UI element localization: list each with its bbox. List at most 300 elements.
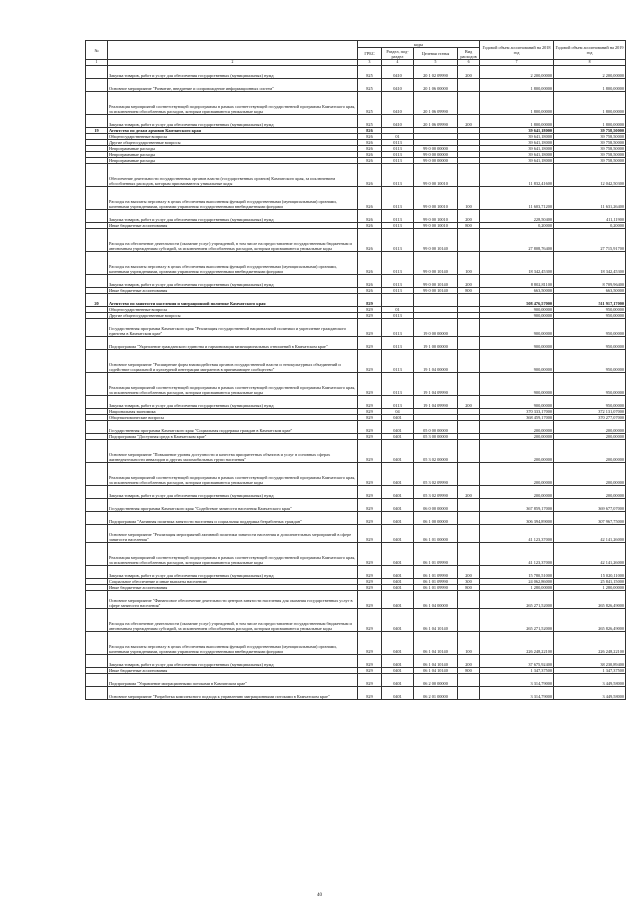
- row-name: Национальная экономика: [108, 409, 358, 415]
- row-target: 05 3 02 09990: [414, 463, 458, 486]
- row-vid: [458, 350, 480, 373]
- row-razdel: 0401: [382, 543, 414, 566]
- row-name: Закупка товаров, работ и услуг для обеспечения государственных (муниципальных) нужд: [108, 486, 358, 499]
- row-vid: 100: [458, 252, 480, 275]
- row-name: Социальное обеспечение и иные выплаты населению: [108, 579, 358, 585]
- row-num: [86, 115, 108, 128]
- row-razdel: 0113: [382, 164, 414, 187]
- row-razdel: 0401: [382, 566, 414, 579]
- row-razdel: 0113: [382, 313, 414, 319]
- row-grbs: 829: [358, 463, 382, 486]
- row-value-2019: 25 841,15000: [554, 579, 626, 585]
- row-value-2019: 12 042,50300: [554, 164, 626, 187]
- table-row: [86, 512, 626, 525]
- row-value-2019: 39 758,50000: [554, 128, 626, 134]
- row-razdel: 0401: [382, 486, 414, 499]
- row-value-2019: 200,00000: [554, 434, 626, 440]
- row-num: [86, 252, 108, 275]
- row-value-2019: 27 715,91700: [554, 229, 626, 252]
- row-grbs: 826: [358, 140, 382, 146]
- row-vid: 100: [458, 632, 480, 655]
- row-value-2018: 3 314,79000: [480, 687, 554, 700]
- row-grbs: 829: [358, 313, 382, 319]
- row-razdel: 0113: [382, 319, 414, 337]
- row-target: 99 0 00 10010: [414, 187, 458, 210]
- header-target: Целевая статья: [414, 48, 458, 60]
- row-target: 99 0 00 10140: [414, 252, 458, 275]
- row-vid: 800: [458, 223, 480, 229]
- row-value-2018: 41 123,37000: [480, 543, 554, 566]
- row-name: Иные бюджетные ассигнования: [108, 668, 358, 674]
- row-value-2018: 15 780,51000: [480, 566, 554, 579]
- row-name: Подпрограмма "Доступная среда в Камчатском крае": [108, 434, 358, 440]
- row-name: Закупка товаров, работ и услуг для обеспечения государственных (муниципальных) нужд: [108, 275, 358, 288]
- row-num: [86, 499, 108, 512]
- row-name: Государственная программа Камчатского края "Реализация государственной национальной политики и укрепление гражданского единства в Камчатском крае": [108, 319, 358, 337]
- row-vid: 200: [458, 210, 480, 223]
- row-value-2018: 1 800,00000: [480, 92, 554, 115]
- row-target: 06 1 01 09990: [414, 543, 458, 566]
- header-num: №: [86, 41, 108, 60]
- row-target: 99 0 00 00000: [414, 146, 458, 152]
- row-razdel: 0113: [382, 350, 414, 373]
- row-grbs: 829: [358, 440, 382, 463]
- row-target: 20 1 06 09990: [414, 115, 458, 128]
- row-value-2018: 3 314,79000: [480, 674, 554, 687]
- row-num: [86, 512, 108, 525]
- row-grbs: 829: [358, 668, 382, 674]
- row-num: [86, 421, 108, 434]
- row-value-2018: 900,00000: [480, 307, 554, 313]
- row-name: Закупка товаров, работ и услуг для обеспечения государственных (муниципальных) нужд: [108, 566, 358, 579]
- table-header: [86, 41, 626, 66]
- row-razdel: 0401: [382, 525, 414, 543]
- row-value-2018: 39 641,18000: [480, 158, 554, 164]
- table-row: [86, 92, 626, 115]
- row-vid: 800: [458, 288, 480, 294]
- row-num: 19: [86, 128, 108, 134]
- row-razdel: 0401: [382, 512, 414, 525]
- index-cell: 6: [458, 60, 480, 66]
- table-row: [86, 687, 626, 700]
- row-target: 06 1 04 10140: [414, 668, 458, 674]
- row-razdel: 0401: [382, 421, 414, 434]
- row-grbs: 825: [358, 92, 382, 115]
- row-target: 99 0 00 00000: [414, 158, 458, 164]
- row-vid: 200: [458, 275, 480, 288]
- row-value-2019: 950,00000: [554, 350, 626, 373]
- row-value-2019: 42 141,26000: [554, 543, 626, 566]
- row-num: [86, 566, 108, 579]
- row-target: 05 0 00 00000: [414, 421, 458, 434]
- row-grbs: 829: [358, 512, 382, 525]
- row-value-2019: 265 826,49000: [554, 591, 626, 609]
- row-num: [86, 350, 108, 373]
- row-razdel: 0113: [382, 275, 414, 288]
- row-value-2019: 39 758,50000: [554, 140, 626, 146]
- header-grbs: ГРБС: [358, 48, 382, 60]
- row-grbs: 829: [358, 434, 382, 440]
- row-razdel: 0401: [382, 499, 414, 512]
- row-value-2019: 663,50000: [554, 288, 626, 294]
- row-target: 06 1 01 09990: [414, 585, 458, 591]
- row-razdel: 0410: [382, 79, 414, 92]
- row-num: [86, 319, 108, 337]
- row-value-2019: 200,00000: [554, 440, 626, 463]
- row-razdel: 0401: [382, 415, 414, 421]
- row-vid: 200: [458, 66, 480, 79]
- row-razdel: 0401: [382, 687, 414, 700]
- row-name: Непрограммные расходы: [108, 152, 358, 158]
- row-value-2019: 226 248,22100: [554, 632, 626, 655]
- row-razdel: 0401: [382, 440, 414, 463]
- row-value-2018: 900,00000: [480, 313, 554, 319]
- row-target: 19 0 00 00000: [414, 319, 458, 337]
- row-vid: [458, 591, 480, 609]
- row-vid: [458, 512, 480, 525]
- row-vid: [458, 440, 480, 463]
- row-grbs: 826: [358, 275, 382, 288]
- row-grbs: 826: [358, 158, 382, 164]
- row-value-2018: 24 062,86000: [480, 579, 554, 585]
- row-grbs: 826: [358, 187, 382, 210]
- row-name: Государственная программа Камчатского края "Социальная поддержка граждан в Камчатском крае": [108, 421, 358, 434]
- row-grbs: 829: [358, 525, 382, 543]
- row-value-2018: 37 675,92400: [480, 655, 554, 668]
- row-grbs: 829: [358, 307, 382, 313]
- row-value-2018: 11 832,41600: [480, 164, 554, 187]
- page-number: 40: [317, 893, 322, 898]
- row-razdel: 0410: [382, 66, 414, 79]
- row-value-2018: 900,00000: [480, 396, 554, 409]
- table-row: [86, 294, 626, 307]
- row-value-2018: 900,00000: [480, 350, 554, 373]
- row-value-2018: 39 641,18000: [480, 140, 554, 146]
- row-value-2019: 11 631,26400: [554, 187, 626, 210]
- row-name: Общегосударственные вопросы: [108, 307, 358, 313]
- row-name: Агентство по занятости населения и миграционной политике Камчатского края: [108, 294, 358, 307]
- budget-table-page: [85, 40, 625, 700]
- table-row: [86, 566, 626, 579]
- row-vid: 200: [458, 396, 480, 409]
- row-grbs: 826: [358, 229, 382, 252]
- table-row: [86, 499, 626, 512]
- row-value-2018: 39 641,18000: [480, 152, 554, 158]
- row-value-2019: 950,00000: [554, 313, 626, 319]
- row-vid: 200: [458, 115, 480, 128]
- row-num: [86, 440, 108, 463]
- index-cell: 4: [382, 60, 414, 66]
- table-row: [86, 674, 626, 687]
- row-vid: [458, 164, 480, 187]
- row-value-2019: 18 342,45300: [554, 252, 626, 275]
- row-vid: [458, 319, 480, 337]
- row-razdel: 0401: [382, 579, 414, 585]
- row-razdel: 0113: [382, 337, 414, 350]
- row-target: 06 1 04 10140: [414, 655, 458, 668]
- row-grbs: 829: [358, 499, 382, 512]
- row-target: 06 1 01 09990: [414, 566, 458, 579]
- table-row: [86, 609, 626, 632]
- row-razdel: 0113: [382, 187, 414, 210]
- table-row: [86, 655, 626, 668]
- row-target: 99 0 00 10010: [414, 164, 458, 187]
- table-row: [86, 337, 626, 350]
- row-name: Основное мероприятие "Развитие, внедрение и сопровождение информационных систем": [108, 79, 358, 92]
- row-value-2018: 0,20000: [480, 223, 554, 229]
- row-name: Основное мероприятие "Финансовое обеспечение деятельности центров занятости населения для оказания государственных услуг в сфере занятости населения": [108, 591, 358, 609]
- table-row: [86, 187, 626, 210]
- row-value-2018: 370 333,17000: [480, 409, 554, 415]
- header-razdel: Раздел, под-раздел: [382, 48, 414, 60]
- row-name: Расходы на выплаты персоналу в целях обеспечения выполнения функций государственными (муниципальными) органами, казенными учреждениями, органами управления государственными внебюджетными фондами: [108, 252, 358, 275]
- row-num: [86, 396, 108, 409]
- row-name: Закупка товаров, работ и услуг для обеспечения государственных (муниципальных) нужд: [108, 210, 358, 223]
- budget-table: [85, 40, 626, 700]
- row-grbs: 829: [358, 566, 382, 579]
- row-vid: 200: [458, 486, 480, 499]
- row-vid: [458, 499, 480, 512]
- row-target: 06 0 00 00000: [414, 499, 458, 512]
- index-cell: 1: [86, 60, 108, 66]
- row-value-2019: 1 800,00000: [554, 79, 626, 92]
- row-razdel: 0401: [382, 609, 414, 632]
- row-razdel: 0113: [382, 288, 414, 294]
- row-num: [86, 609, 108, 632]
- row-value-2018: 900,00000: [480, 373, 554, 396]
- row-value-2018: 41 123,37000: [480, 525, 554, 543]
- row-grbs: 826: [358, 210, 382, 223]
- row-value-2018: 368 459,17000: [480, 415, 554, 421]
- row-value-2019: 1 347,37500: [554, 668, 626, 674]
- row-name: Расходы на обеспечение деятельности (оказание услуг) учреждений, в том числе на предоставление государственным бюджетным и автономным учреждениям субсидий, за исключением обособленных расходов, которым присваиваются уникальные коды: [108, 609, 358, 632]
- row-grbs: 829: [358, 609, 382, 632]
- row-name: Закупка товаров, работ и услуг для обеспечения государственных (муниципальных) нужд: [108, 66, 358, 79]
- row-vid: [458, 543, 480, 566]
- row-vid: [458, 294, 480, 307]
- row-grbs: 829: [358, 585, 382, 591]
- row-razdel: 04: [382, 409, 414, 415]
- row-razdel: 0113: [382, 223, 414, 229]
- row-grbs: 829: [358, 415, 382, 421]
- row-name: Основное мероприятие "Расширение форм взаимодействия органов государственной власти и этнокультурных объединений и содействие социальной и культурной интеграции мигрантов в принимающее сообщество": [108, 350, 358, 373]
- row-num: [86, 525, 108, 543]
- row-target: 05 3 02 00000: [414, 440, 458, 463]
- row-value-2018: 1 347,37500: [480, 668, 554, 674]
- row-grbs: 826: [358, 128, 382, 134]
- row-num: [86, 210, 108, 223]
- row-value-2018: 200,00000: [480, 440, 554, 463]
- row-value-2019: 42 141,26000: [554, 525, 626, 543]
- row-value-2019: 265 826,49000: [554, 609, 626, 632]
- row-razdel: 0401: [382, 668, 414, 674]
- row-grbs: 829: [358, 396, 382, 409]
- row-name: Общеэкономические вопросы: [108, 415, 358, 421]
- row-vid: 300: [458, 579, 480, 585]
- row-target: 20 1 06 00000: [414, 79, 458, 92]
- row-target: 20 1 02 09990: [414, 66, 458, 79]
- row-num: [86, 373, 108, 396]
- row-value-2019: 200,00000: [554, 421, 626, 434]
- row-value-2019: 411,11900: [554, 210, 626, 223]
- row-value-2018: 228,50400: [480, 210, 554, 223]
- index-cell: 5: [414, 60, 458, 66]
- row-grbs: 829: [358, 373, 382, 396]
- index-cell: 3: [358, 60, 382, 66]
- row-num: [86, 187, 108, 210]
- table-row: [86, 440, 626, 463]
- row-num: [86, 92, 108, 115]
- row-grbs: 826: [358, 223, 382, 229]
- row-vid: 200: [458, 655, 480, 668]
- row-name: Государственная программа Камчатского края "Содействие занятости населения Камчатского края": [108, 499, 358, 512]
- row-name: Подпрограмма "Управление миграционными потоками в Камчатском крае": [108, 674, 358, 687]
- row-razdel: 0401: [382, 591, 414, 609]
- row-grbs: 825: [358, 66, 382, 79]
- row-value-2019: 370 277,07000: [554, 415, 626, 421]
- row-target: 19 1 04 09990: [414, 396, 458, 409]
- row-name: Иные бюджетные ассигнования: [108, 585, 358, 591]
- row-grbs: 829: [358, 350, 382, 373]
- row-vid: 800: [458, 668, 480, 674]
- header-name: [108, 41, 358, 60]
- row-grbs: 829: [358, 591, 382, 609]
- row-vid: [458, 463, 480, 486]
- row-num: [86, 164, 108, 187]
- row-name: Непрограммные расходы: [108, 146, 358, 152]
- row-grbs: 829: [358, 337, 382, 350]
- row-grbs: 829: [358, 409, 382, 415]
- row-value-2019: 950,00000: [554, 319, 626, 337]
- row-num: [86, 229, 108, 252]
- row-target: 99 0 00 10140: [414, 229, 458, 252]
- row-value-2019: 950,00000: [554, 396, 626, 409]
- row-name: Иные бюджетные ассигнования: [108, 288, 358, 294]
- row-value-2018: 200,00000: [480, 463, 554, 486]
- table-row: [86, 66, 626, 79]
- table-row: [86, 164, 626, 187]
- row-num: [86, 463, 108, 486]
- row-grbs: 826: [358, 152, 382, 158]
- table-body: [86, 66, 626, 700]
- row-razdel: 0113: [382, 146, 414, 152]
- row-name: Закупка товаров, работ и услуг для обеспечения государственных (муниципальных) нужд: [108, 115, 358, 128]
- row-name: Закупка товаров, работ и услуг для обеспечения государственных (муниципальных) нужд: [108, 396, 358, 409]
- row-target: 99 0 00 10010: [414, 223, 458, 229]
- row-vid: [458, 373, 480, 396]
- row-name: Другие общегосударственные вопросы: [108, 313, 358, 319]
- row-value-2019: 38 230,89400: [554, 655, 626, 668]
- row-value-2019: 950,00000: [554, 337, 626, 350]
- row-razdel: 0113: [382, 152, 414, 158]
- row-num: [86, 543, 108, 566]
- row-value-2019: 39 758,50000: [554, 158, 626, 164]
- row-grbs: 829: [358, 632, 382, 655]
- row-target: 19 1 04 09990: [414, 373, 458, 396]
- row-value-2018: 663,50000: [480, 288, 554, 294]
- row-num: [86, 337, 108, 350]
- row-grbs: 826: [358, 288, 382, 294]
- row-target: 06 1 00 00000: [414, 512, 458, 525]
- row-value-2018: 2 200,00000: [480, 66, 554, 79]
- row-target: [414, 294, 458, 307]
- row-target: 05 3 02 09990: [414, 486, 458, 499]
- row-grbs: 829: [358, 674, 382, 687]
- row-value-2019: 0,20000: [554, 223, 626, 229]
- row-num: [86, 275, 108, 288]
- row-num: [86, 79, 108, 92]
- row-num: [86, 591, 108, 609]
- table-row: [86, 463, 626, 486]
- row-vid: 100: [458, 187, 480, 210]
- row-num: 20: [86, 294, 108, 307]
- row-name: Реализация мероприятий соответствующей подпрограммы в рамках соответствующей государственной программы Камчатского края, за исключением обособленных расходов, которым присваиваются уникальные коды: [108, 373, 358, 396]
- row-name: Основное мероприятие "Реализация мероприятий активной политики занятости населения и дополнительных мероприятий в сфере занятости населения": [108, 525, 358, 543]
- row-value-2018: 11 603,71200: [480, 187, 554, 210]
- row-target: 99 0 00 00000: [414, 152, 458, 158]
- row-razdel: 0401: [382, 655, 414, 668]
- row-vid: 800: [458, 585, 480, 591]
- row-target: 19 1 04 00000: [414, 350, 458, 373]
- table-row: [86, 525, 626, 543]
- table-row: [86, 591, 626, 609]
- index-cell: 7: [480, 60, 554, 66]
- index-cell: 8: [554, 60, 626, 66]
- row-target: 05 3 00 00000: [414, 434, 458, 440]
- row-name: Реализация мероприятий соответствующей подпрограммы в рамках соответствующей государственной программы Камчатского края, за исключением обособленных расходов, которым присваиваются уникальные коды: [108, 543, 358, 566]
- row-razdel: 0401: [382, 632, 414, 655]
- row-name: Общегосударственные вопросы: [108, 134, 358, 140]
- table-row: [86, 229, 626, 252]
- header-2019: Годовой объем ассигнований на 2019 год: [554, 41, 626, 60]
- row-target: 06 2 00 00000: [414, 674, 458, 687]
- row-value-2019: 2 200,00000: [554, 66, 626, 79]
- row-value-2018: 200,00000: [480, 434, 554, 440]
- row-vid: 200: [458, 566, 480, 579]
- row-razdel: 0113: [382, 396, 414, 409]
- row-value-2018: 900,00000: [480, 319, 554, 337]
- row-razdel: 01: [382, 134, 414, 140]
- row-name: Подпрограмма "Активная политика занятости населения и социальная поддержка безработных граждан": [108, 512, 358, 525]
- row-target: 06 1 04 10140: [414, 609, 458, 632]
- row-value-2019: 39 758,50000: [554, 146, 626, 152]
- table-row: [86, 79, 626, 92]
- row-value-2019: 950,00000: [554, 307, 626, 313]
- row-value-2018: 18 342,45300: [480, 252, 554, 275]
- row-target: 20 1 06 09990: [414, 92, 458, 115]
- row-value-2018: 1 800,00000: [480, 79, 554, 92]
- row-num: [86, 486, 108, 499]
- row-value-2018: 265 271,52000: [480, 609, 554, 632]
- table-row: [86, 115, 626, 128]
- row-grbs: 826: [358, 134, 382, 140]
- row-razdel: 0113: [382, 210, 414, 223]
- row-grbs: 829: [358, 294, 382, 307]
- row-razdel: [382, 294, 414, 307]
- row-num: [86, 687, 108, 700]
- row-value-2018: 8 802,81100: [480, 275, 554, 288]
- row-target: 99 0 00 10010: [414, 210, 458, 223]
- row-value-2018: 39 641,18000: [480, 146, 554, 152]
- row-vid: [458, 687, 480, 700]
- table-row: [86, 486, 626, 499]
- row-vid: [458, 421, 480, 434]
- row-value-2018: 1 280,00000: [480, 585, 554, 591]
- row-grbs: 825: [358, 79, 382, 92]
- row-value-2019: 3 449,58000: [554, 674, 626, 687]
- row-razdel: 0401: [382, 434, 414, 440]
- row-num: [86, 674, 108, 687]
